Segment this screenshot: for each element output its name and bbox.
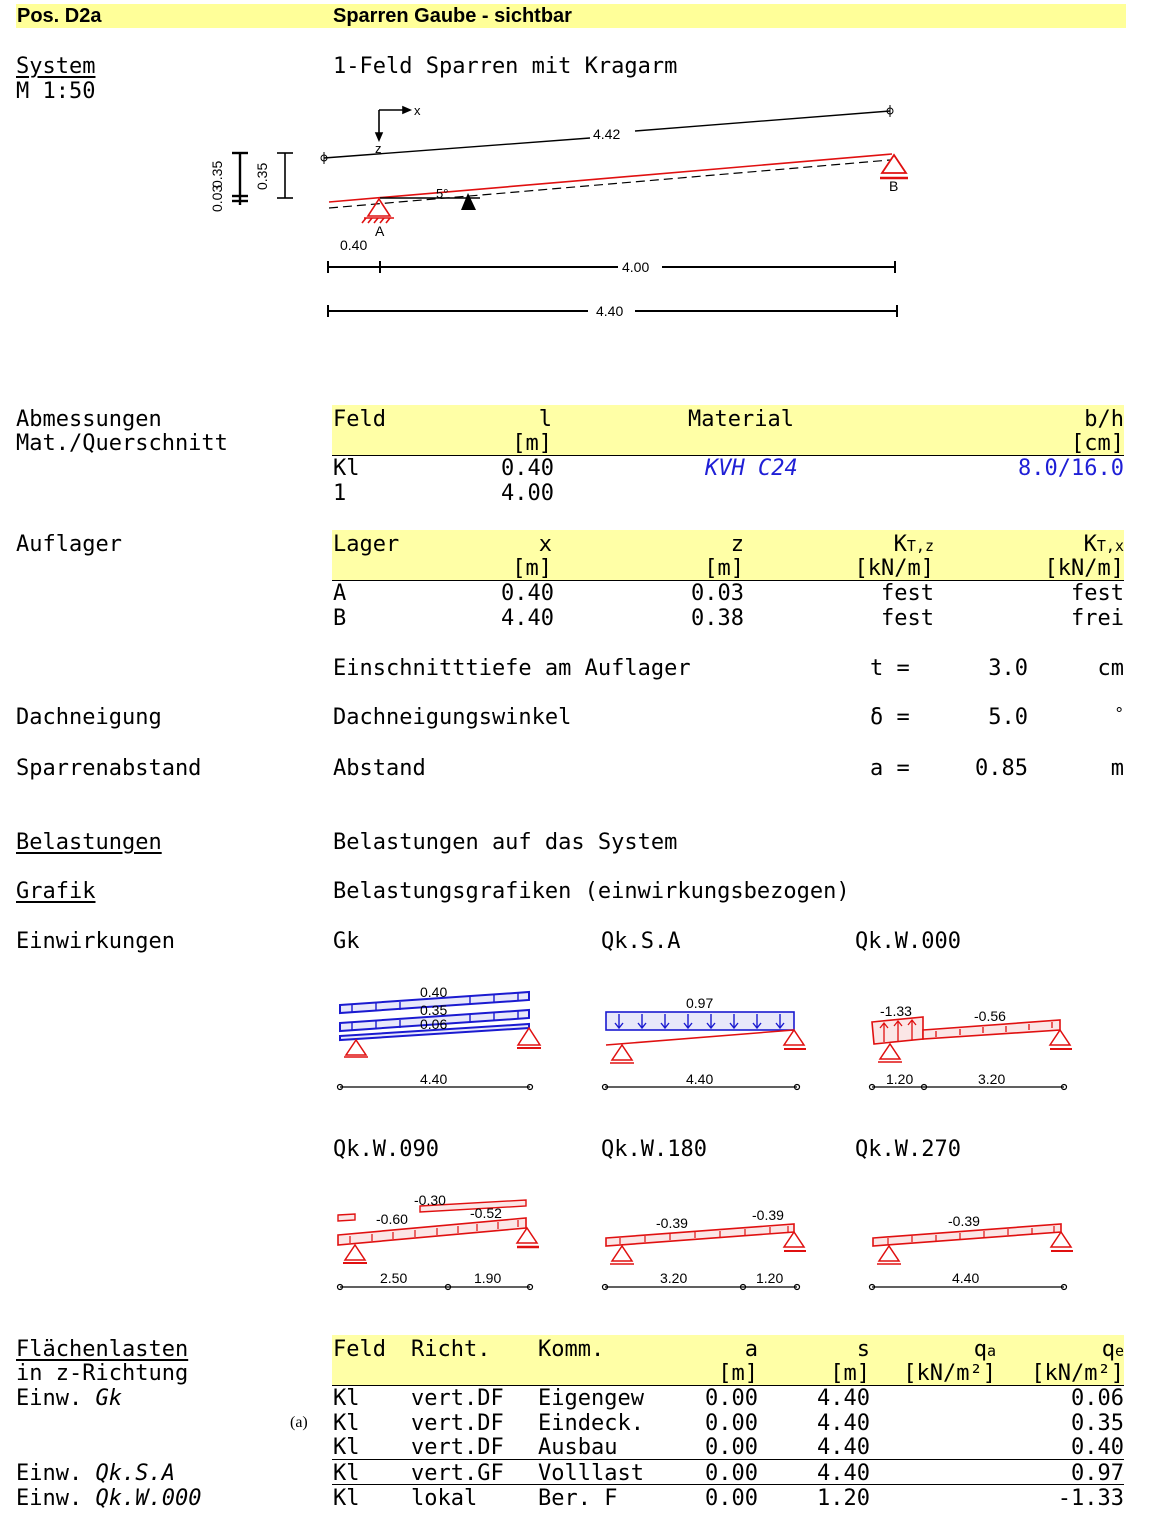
col-header-bh: b/h (1084, 407, 1124, 432)
load-graphic-qk-w-180 (603, 1207, 807, 1290)
section-label-auflager: Auflager (16, 532, 122, 557)
svg-text:4.40: 4.40 (686, 1071, 714, 1087)
svg-text:x: x (414, 103, 421, 118)
load-case-title: Qk.W.270 (855, 1137, 961, 1162)
svg-text:4.40: 4.40 (420, 1071, 448, 1087)
svg-text:4.40: 4.40 (596, 303, 624, 319)
footnote-marker: (a) (290, 1414, 308, 1431)
load-graphic-qk-w-000 (870, 1003, 1073, 1090)
svg-text:4.00: 4.00 (622, 259, 650, 275)
svg-text:0.35: 0.35 (254, 162, 270, 190)
load-graphic-qk-w-090 (338, 1192, 540, 1290)
svg-text:0.03: 0.03 (209, 184, 225, 212)
system-drawing (0, 0, 1150, 340)
svg-text:-0.52: -0.52 (470, 1205, 502, 1221)
svg-text:z: z (375, 141, 382, 156)
material-value: KVH C24 (705, 456, 798, 481)
svg-text:A: A (375, 223, 385, 239)
section-dims-value: 8.0/16.0 (1018, 456, 1124, 481)
svg-text:-1.33: -1.33 (880, 1003, 912, 1019)
belastungen-text: Belastungen auf das System (333, 830, 678, 855)
load-graphic-qk-s-a (603, 995, 807, 1090)
svg-text:B: B (889, 178, 899, 194)
svg-text:-0.30: -0.30 (414, 1192, 446, 1208)
svg-text:-0.39: -0.39 (948, 1213, 980, 1229)
svg-text:1.20: 1.20 (756, 1270, 784, 1286)
svg-text:3.20: 3.20 (978, 1071, 1006, 1087)
grafik-text: Belastungsgrafiken (einwirkungsbezogen) (333, 879, 850, 904)
load-case-title: Qk.W.090 (333, 1137, 439, 1162)
svg-text:1.20: 1.20 (886, 1071, 914, 1087)
svg-text:0.35: 0.35 (420, 1002, 448, 1018)
svg-text:0.97: 0.97 (686, 995, 714, 1011)
svg-text:-0.56: -0.56 (974, 1008, 1006, 1024)
svg-text:2.50: 2.50 (380, 1270, 408, 1286)
svg-text:0.40: 0.40 (420, 984, 448, 1000)
svg-text:-0.39: -0.39 (656, 1215, 688, 1231)
svg-text:0.40: 0.40 (340, 237, 368, 253)
col-header-l: l (538, 407, 552, 432)
col-header-l-unit: [m] (512, 431, 552, 456)
load-case-title: Gk (333, 929, 360, 954)
svg-text:0.06: 0.06 (420, 1016, 448, 1032)
svg-text:0.35: 0.35 (209, 160, 225, 188)
section-label-abmessungen: Abmessungen (16, 407, 162, 432)
svg-text:-0.60: -0.60 (376, 1211, 408, 1227)
scale-label: M 1:50 (16, 79, 96, 104)
group-label-qk-s-a: Einw. Qk.S.A (16, 1461, 175, 1486)
section-label-system: System (16, 54, 96, 79)
group-label-gk: Einw. Gk (16, 1386, 122, 1411)
axis-icon (376, 107, 410, 140)
section-label-flaechenlasten: Flächenlasten (16, 1337, 189, 1362)
section-label-sparrenabstand: Sparrenabstand (16, 756, 202, 781)
position-number: Pos. D2a (17, 5, 102, 27)
svg-text:4.42: 4.42 (593, 126, 621, 142)
svg-text:5°: 5° (436, 186, 449, 201)
svg-text:1.90: 1.90 (474, 1270, 502, 1286)
section-label-dachneigung: Dachneigung (16, 705, 162, 730)
load-graphic-qk-w-270 (870, 1213, 1074, 1290)
section-label-mat-querschnitt: Mat./Querschnitt (16, 431, 228, 456)
load-graphics (0, 960, 1150, 1310)
col-header-lager: Lager (333, 532, 400, 557)
svg-text:-0.39: -0.39 (752, 1207, 784, 1223)
load-case-title: Qk.W.000 (855, 929, 961, 954)
load-graphic-gk (338, 984, 542, 1090)
load-case-title: Qk.W.180 (601, 1137, 707, 1162)
section-label-z-richtung: in z-Richtung (16, 1361, 189, 1386)
svg-text:3.20: 3.20 (660, 1270, 688, 1286)
section-label-einwirkungen: Einwirkungen (16, 929, 175, 954)
page-title: Sparren Gaube - sichtbar (333, 5, 572, 27)
col-header-bh-unit: [cm] (1071, 431, 1124, 456)
group-label-qk-w-000: Einw. Qk.W.000 (16, 1486, 202, 1511)
col-header-feld: Feld (333, 407, 386, 432)
col-header-material: Material (688, 407, 794, 432)
section-label-grafik: Grafik (16, 879, 96, 904)
support-b-icon (880, 155, 908, 178)
load-case-title: Qk.S.A (601, 929, 681, 954)
section-label-belastungen: Belastungen (16, 830, 162, 855)
system-description: 1-Feld Sparren mit Kragarm (333, 54, 678, 79)
svg-text:4.40: 4.40 (952, 1270, 980, 1286)
